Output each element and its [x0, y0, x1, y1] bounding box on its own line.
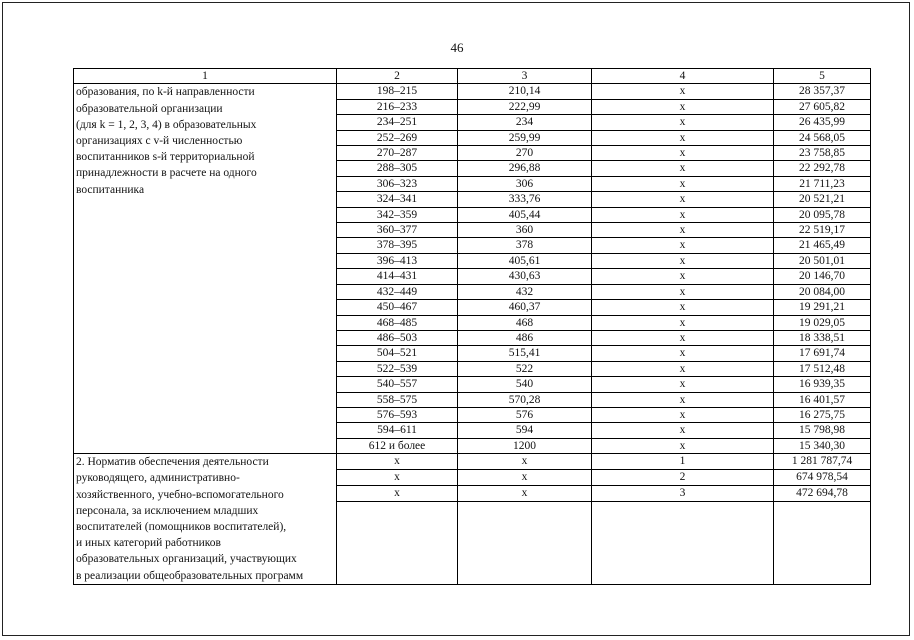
table-cell: х [592, 115, 774, 130]
table-cell: х [592, 238, 774, 253]
table-cell: х [592, 330, 774, 345]
section2-description [74, 454, 337, 585]
table-cell: 210,14 [458, 84, 592, 99]
table-cell: х [592, 346, 774, 361]
description-line: организациях с v-й численностью [76, 135, 243, 148]
table-cell: 472 694,78 [774, 485, 871, 501]
table-cell: 22 292,78 [774, 161, 871, 176]
table-cell: 306 [458, 176, 592, 191]
table-cell [337, 501, 458, 584]
table-cell: 198–215 [337, 84, 458, 99]
table-cell: 296,88 [458, 161, 592, 176]
table-cell: 19 291,21 [774, 300, 871, 315]
table-cell: 17 691,74 [774, 346, 871, 361]
table-cell: 1200 [458, 438, 592, 453]
description-line: воспитанника [76, 183, 145, 196]
table-cell: 216–233 [337, 99, 458, 114]
table-cell: 378 [458, 238, 592, 253]
table-cell: 259,99 [458, 130, 592, 145]
table-cell: х [592, 161, 774, 176]
table-cell: 24 568,05 [774, 130, 871, 145]
table-cell: 3 [592, 485, 774, 501]
table-cell: х [592, 423, 774, 438]
table-cell: 360–377 [337, 223, 458, 238]
table-cell: 432 [458, 284, 592, 299]
table-row [74, 454, 871, 470]
header-cell: 1 [74, 69, 337, 84]
table-cell: 468–485 [337, 315, 458, 330]
table-cell: 21 711,23 [774, 176, 871, 191]
description-line: принадлежности в расчете на одного [76, 167, 257, 180]
table-cell: 16 939,35 [774, 377, 871, 392]
table-cell: 594 [458, 423, 592, 438]
description-line: хозяйственного, учебно-вспомогательного [76, 488, 284, 501]
table-cell: 270 [458, 146, 592, 161]
description-line: руководящего, административно- [76, 472, 240, 485]
table-cell: 18 338,51 [774, 330, 871, 345]
description-line: персонала, за исключением младших [76, 504, 259, 517]
table-cell: 515,41 [458, 346, 592, 361]
table-cell: 16 401,57 [774, 392, 871, 407]
table-cell: 540 [458, 377, 592, 392]
table-cell: 15 798,98 [774, 423, 871, 438]
table-cell: 234–251 [337, 115, 458, 130]
table-cell: 430,63 [458, 269, 592, 284]
table-cell: 252–269 [337, 130, 458, 145]
description-line: образовательной организации [76, 102, 223, 115]
table-cell: 504–521 [337, 346, 458, 361]
table-cell: х [592, 99, 774, 114]
table-cell: 432–449 [337, 284, 458, 299]
table-cell: х [592, 269, 774, 284]
table-cell: х [592, 361, 774, 376]
table-cell: 306–323 [337, 176, 458, 191]
table-cell: х [592, 377, 774, 392]
table-cell: х [592, 300, 774, 315]
table-cell: 26 435,99 [774, 115, 871, 130]
table-cell: 20 146,70 [774, 269, 871, 284]
description-line: и иных категорий работников [76, 537, 221, 550]
section1-description [74, 84, 337, 454]
table-cell: 486–503 [337, 330, 458, 345]
description-line: образования, по k-й направленности [76, 86, 255, 99]
table-cell: х [458, 485, 592, 501]
table-cell: х [592, 315, 774, 330]
table-cell: 20 084,00 [774, 284, 871, 299]
table-cell: 405,44 [458, 207, 592, 222]
table-row [74, 84, 871, 99]
table-cell: 576–593 [337, 407, 458, 422]
data-table [73, 68, 871, 585]
table-cell: х [592, 146, 774, 161]
table-cell: 21 465,49 [774, 238, 871, 253]
table-cell [592, 501, 774, 584]
table-cell: 540–557 [337, 377, 458, 392]
table-cell: х [592, 84, 774, 99]
table-cell: 522 [458, 361, 592, 376]
table-cell: х [592, 207, 774, 222]
table-cell: х [592, 284, 774, 299]
table-cell: 570,28 [458, 392, 592, 407]
table-cell: х [337, 485, 458, 501]
header-cell: 5 [774, 69, 871, 84]
table-cell: 396–413 [337, 253, 458, 268]
table-cell: 270–287 [337, 146, 458, 161]
page-number: 46 [450, 40, 464, 55]
table-cell: х [592, 192, 774, 207]
table-cell: 576 [458, 407, 592, 422]
table-cell: 20 095,78 [774, 207, 871, 222]
table-cell: 333,76 [458, 192, 592, 207]
table-cell: х [337, 454, 458, 470]
table-cell: 27 605,82 [774, 99, 871, 114]
table-cell: х [458, 469, 592, 485]
table-cell: 16 275,75 [774, 407, 871, 422]
table-cell: 360 [458, 223, 592, 238]
table-cell: 594–611 [337, 423, 458, 438]
description-line: образовательных организаций, участвующих [76, 553, 297, 566]
table-cell: 486 [458, 330, 592, 345]
header-cell: 3 [458, 69, 592, 84]
description-line: 2. Норматив обеспечения деятельности [76, 456, 269, 469]
table-cell: 674 978,54 [774, 469, 871, 485]
table-cell: х [337, 469, 458, 485]
table-cell: 522–539 [337, 361, 458, 376]
table-cell: 558–575 [337, 392, 458, 407]
table-cell [458, 501, 592, 584]
description-line: (для k = 1, 2, 3, 4) в образовательных [76, 118, 257, 131]
table-cell: 19 029,05 [774, 315, 871, 330]
table-cell: 324–341 [337, 192, 458, 207]
table-cell: х [458, 454, 592, 470]
table-cell: х [592, 392, 774, 407]
table-cell: 612 и более [337, 438, 458, 453]
table-cell [774, 501, 871, 584]
table-cell: 23 758,85 [774, 146, 871, 161]
table-cell: 17 512,48 [774, 361, 871, 376]
table-cell: 15 340,30 [774, 438, 871, 453]
table-cell: 2 [592, 469, 774, 485]
description-line: воспитанников s-й территориальной [76, 151, 255, 164]
table-cell: 468 [458, 315, 592, 330]
header-row [74, 69, 871, 84]
table-cell: 450–467 [337, 300, 458, 315]
table-cell: х [592, 130, 774, 145]
table-cell: х [592, 176, 774, 191]
table-cell: х [592, 253, 774, 268]
table-cell: 28 357,37 [774, 84, 871, 99]
table-cell: 405,61 [458, 253, 592, 268]
table-cell: х [592, 438, 774, 453]
table-cell: 288–305 [337, 161, 458, 176]
table-cell: 342–359 [337, 207, 458, 222]
header-cell: 4 [592, 69, 774, 84]
table-cell: 234 [458, 115, 592, 130]
table-cell: 1 281 787,74 [774, 454, 871, 470]
table-cell: 1 [592, 454, 774, 470]
table-cell: 414–431 [337, 269, 458, 284]
table-cell: 20 501,01 [774, 253, 871, 268]
table-cell: 20 521,21 [774, 192, 871, 207]
table-cell: х [592, 407, 774, 422]
description-line: в реализации общеобразовательных программ [76, 569, 304, 582]
table-cell: х [592, 223, 774, 238]
description-line: воспитателей (помощников воспитателей), [76, 520, 287, 533]
table-cell: 22 519,17 [774, 223, 871, 238]
header-cell: 2 [337, 69, 458, 84]
table-cell: 378–395 [337, 238, 458, 253]
table-cell: 460,37 [458, 300, 592, 315]
table-cell: 222,99 [458, 99, 592, 114]
